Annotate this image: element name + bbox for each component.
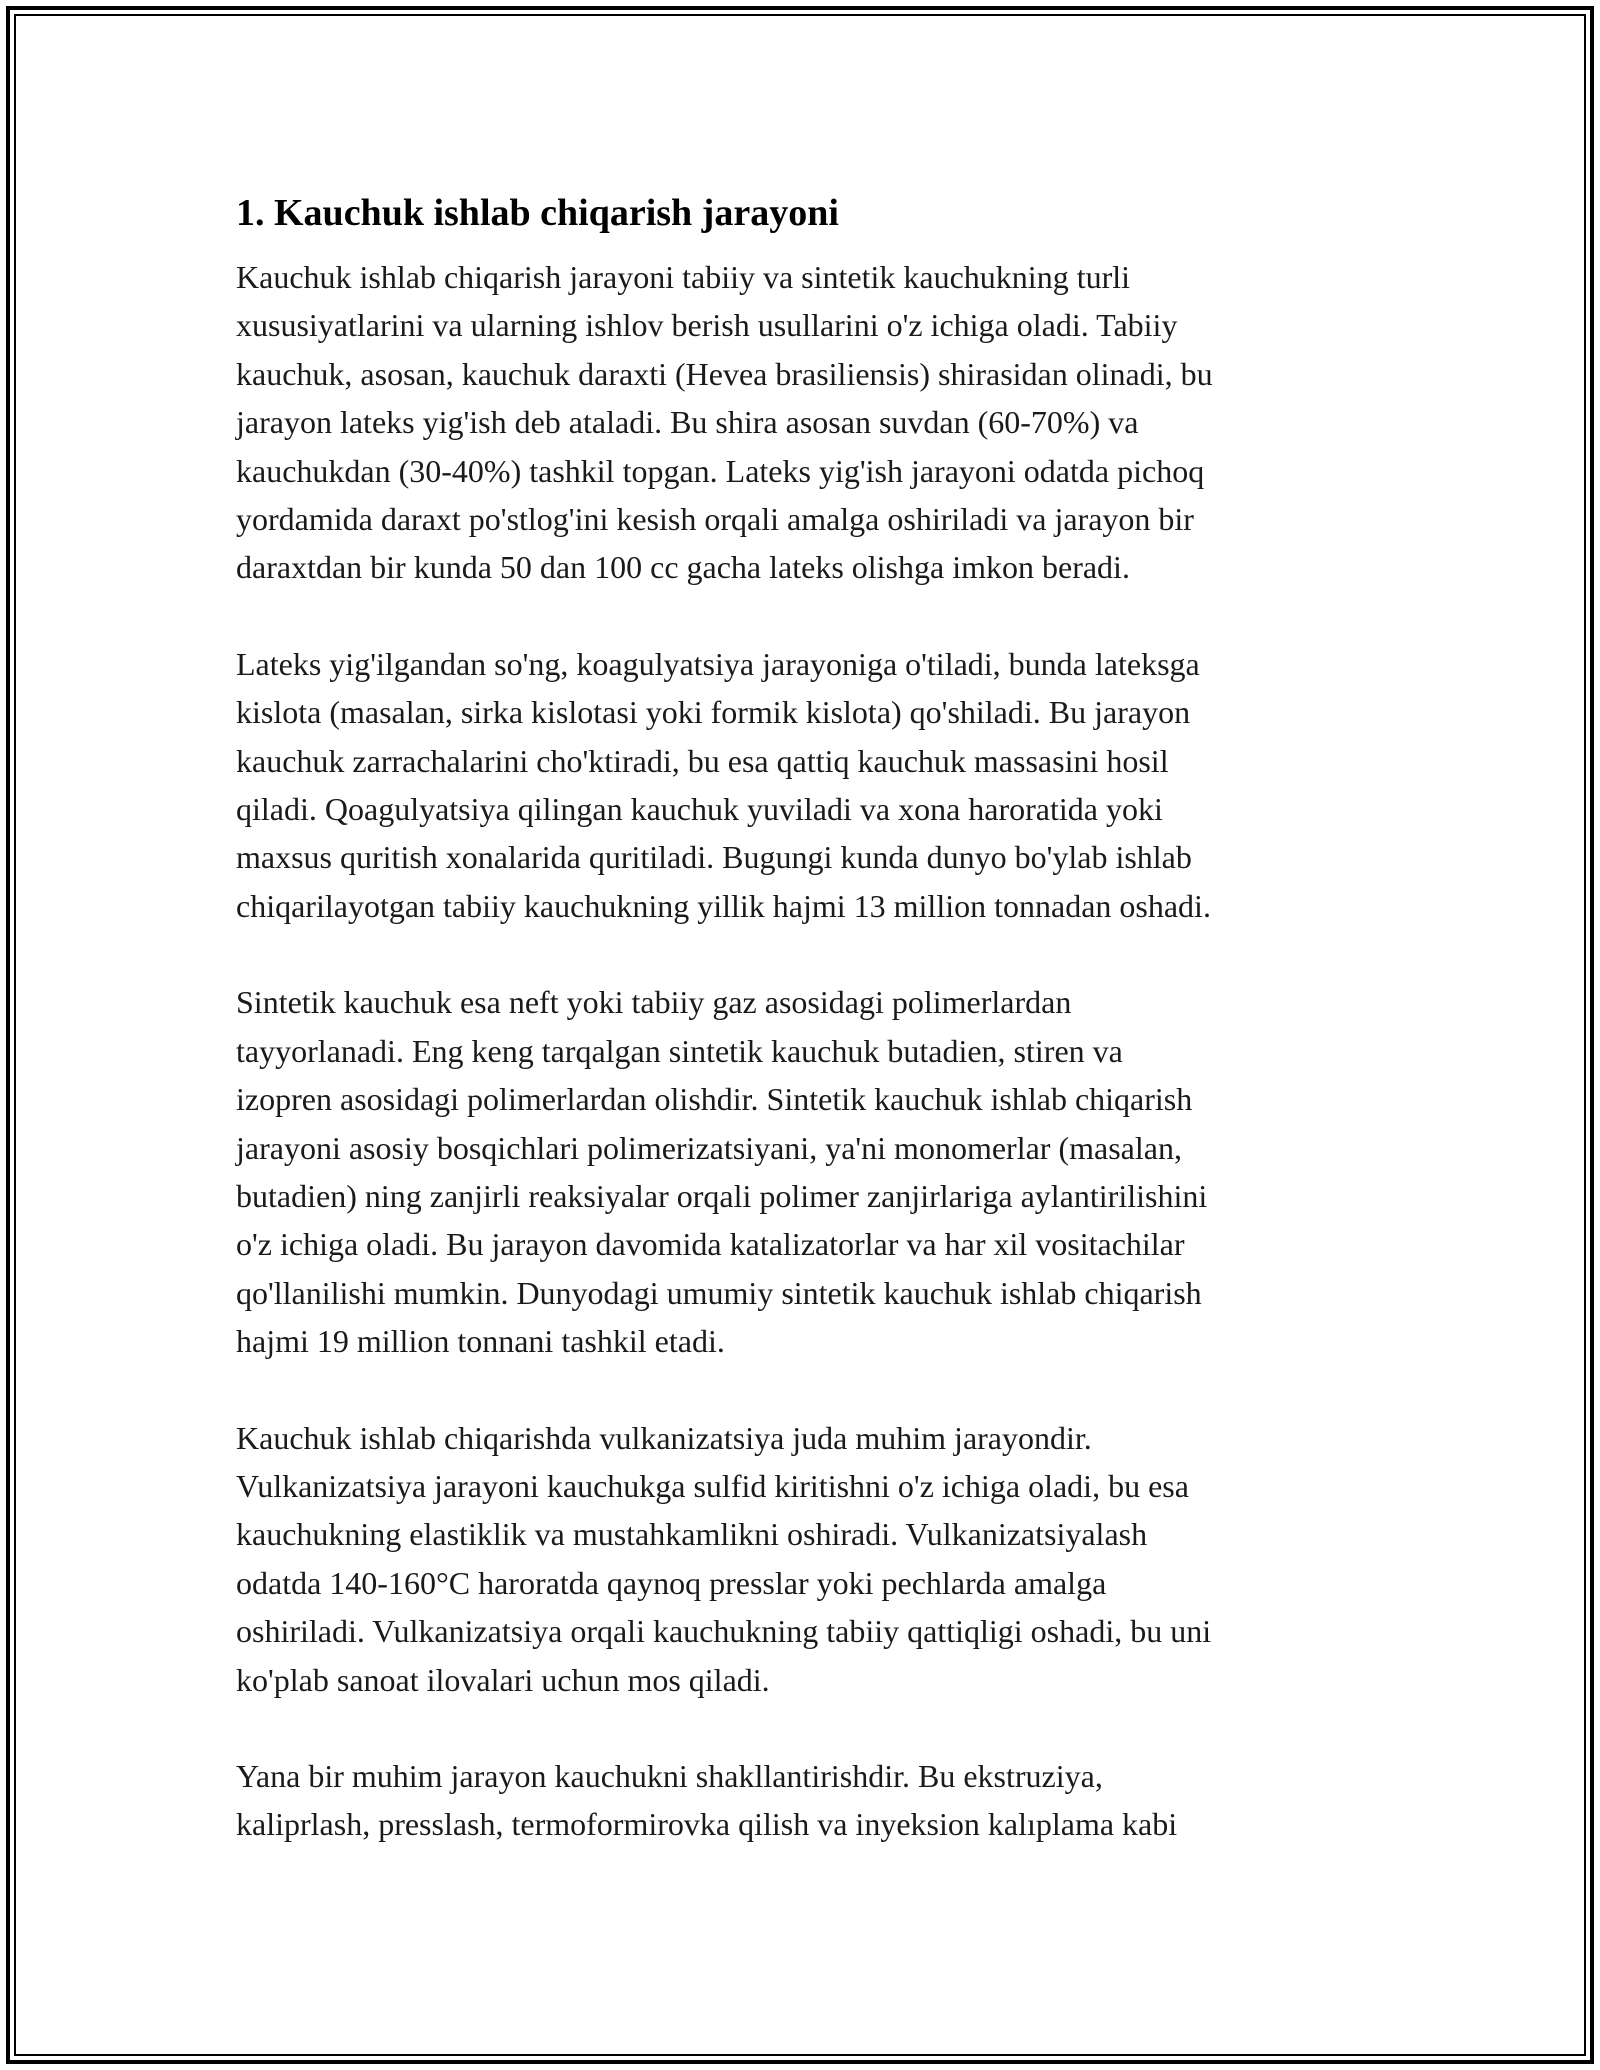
- paragraph-coagulation: Lateks yig'ilgandan so'ng, koagulyatsiya jarayoniga o'tiladi, bunda lateksga kislota (masalan, sirka kislotasi yoki formik kislota) qo'shiladi. Bu jarayon kauchuk zarrachalarini cho'ktiradi, bu esa qattiq kauchuk massasini hosil qiladi. Qoagulyatsiya qilingan kauchuk yuviladi va xona haroratida yoki maxsus quritish xonalarida quritiladi. Bugungi kunda dunyo bo'ylab ishlab chiqarilayotgan tabiiy kauchukning yillik hajmi 13 million tonnadan oshadi.: [236, 645, 1211, 924]
- document-body: [236, 186, 1366, 1849]
- paragraph-natural-rubber: Kauchuk ishlab chiqarish jarayoni tabiiy va sintetik kauchukning turli xususiyatlarini va ularning ishlov berish usullarini o'z ichiga oladi. Tabiiy kauchuk, asosan, kauchuk daraxti (Hevea brasiliensis) shirasidan olinadi, bu jarayon lateks yig'ish deb ataladi. Bu shira asosan suvdan (60-70%) va kauchukdan (30-40%) tashkil topgan. Lateks yig'ish jarayoni odatda pichoq yordamida daraxt po'stlog'ini kesish orqali amalga oshiriladi va jarayon bir daraxtdan bir kunda 50 dan 100 cc gacha lateks olishga imkon beradi.: [236, 259, 1213, 586]
- paragraph-vulcanization: Kauchuk ishlab chiqarishda vulkanizatsiya juda muhim jarayondir. Vulkanizatsiya jarayoni kauchukga sulfid kiritishni o'z ichiga oladi, bu esa kauchukning elastiklik va mustahkamlikni oshiradi. Vulkanizatsiyalash odatda 140-160°C haroratda qaynoq presslar yoki pechlarda amalga oshiriladi. Vulkanizatsiya orqali kauchukning tabiiy qattiqligi oshadi, bu uni ko'plab sanoat ilovalari uchun mos qiladi.: [236, 1419, 1212, 1698]
- section-heading: 1. Kauchuk ishlab chiqarish jarayoni: [236, 192, 839, 234]
- paragraph-shaping: Yana bir muhim jarayon kauchukni shakllantirishdir. Bu ekstruziya, kaliprlash, presslash, termoformirovka qilish va inyeksion kalıplama kabi: [236, 1757, 1178, 1843]
- paragraph-synthetic-rubber: Sintetik kauchuk esa neft yoki tabiiy gaz asosidagi polimerlardan tayyorlanadi. Eng keng tarqalgan sintetik kauchuk butadien, stiren va izopren asosidagi polimerlardan olishdir. Sintetik kauchuk ishlab chiqarish jarayoni asosiy bosqichlari polimerizatsiyani, ya'ni monomerlar (masalan, butadien) ning zanjirli reaksiyalar orqali polimer zanjirlariga aylantirilishini o'z ichiga oladi. Bu jarayon davomida katalizatorlar va har xil vositachilar qo'llanilishi mumkin. Dunyodagi umumiy sintetik kauchuk ishlab chiqarish hajmi 19 million tonnani tashkil etadi.: [236, 984, 1208, 1360]
